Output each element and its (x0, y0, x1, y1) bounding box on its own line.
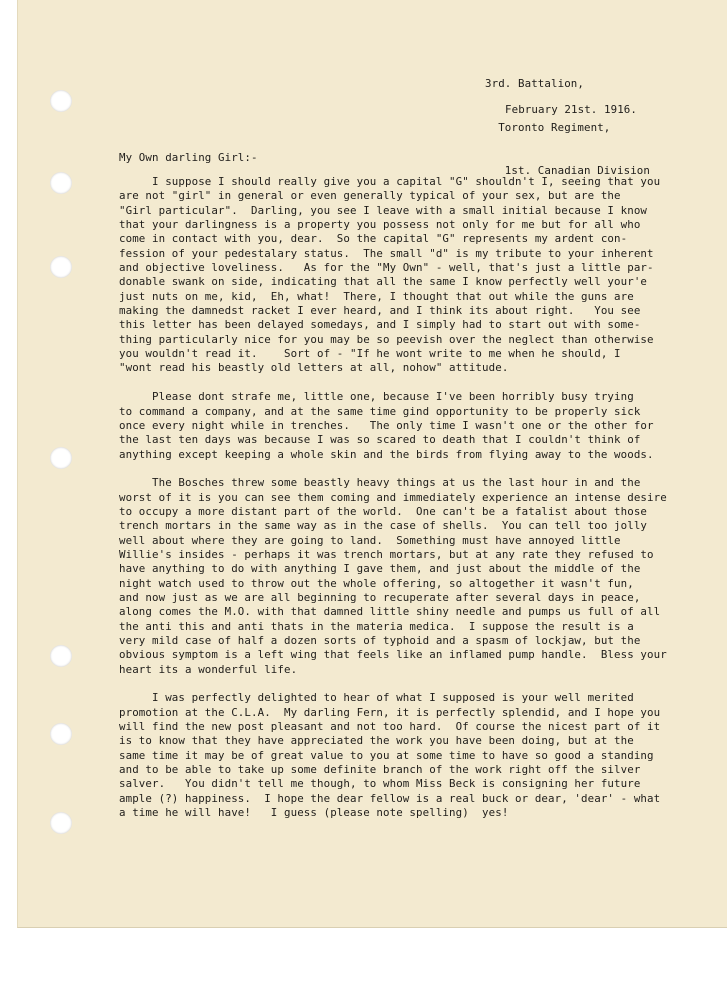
paragraph-line: I suppose I should really give you a capital "G" shouldn't I, seeing that you (119, 175, 661, 188)
paragraph-line: just nuts on me, kid, Eh, what! There, I thought that out while the guns are (119, 289, 634, 303)
paragraph-line: well about where they are going to land. Something must have annoyed little (119, 533, 621, 547)
punch-hole (50, 256, 72, 278)
paragraph-line: worst of it is you can see them coming and immediately experience an intense desire (119, 490, 667, 504)
punch-hole (50, 723, 72, 745)
letter-paragraph (119, 175, 667, 376)
paragraph-line: ample (?) happiness. I hope the dear fellow is a real buck or dear, 'dear' - what (119, 791, 661, 805)
punch-hole (50, 172, 72, 194)
letter-body (119, 175, 667, 835)
letter-paragraph (119, 691, 667, 820)
paragraph-line: have anything to do with anything I gave them, and just about the middle of the (119, 562, 641, 576)
paragraph-line: The Bosches threw some beastly heavy things at us the last hour in and the (119, 476, 641, 490)
paragraph-line: come in contact with you, dear. So the capital "G" represents my ardent con- (119, 232, 628, 246)
paragraph-line: will find the new post pleasant and not too hard. Of course the nicest part of it (119, 720, 661, 734)
paragraph-line: the anti this and anti thats in the materia medica. I suppose the result is a (119, 619, 634, 633)
paragraph-line: donable swank on side, indicating that all the same I know perfectly well your'e (119, 275, 648, 289)
paragraph-line: once every night while in trenches. The only time I wasn't one or the other for (119, 418, 654, 432)
paragraph-line: are not "girl" in general or even generally typical of your sex, but are the (119, 189, 621, 203)
paragraph-line: and to be able to take up some definite branch of the work right off the silver (119, 763, 641, 777)
paragraph-line: trench mortars in the same way as in the case of shells. You can tell too jolly (119, 519, 648, 533)
paragraph-line: Please dont strafe me, little one, because I've been horribly busy trying (119, 390, 634, 404)
paragraph-line: this letter has been delayed somedays, and I simply had to start out with some- (119, 318, 641, 332)
punch-hole (50, 447, 72, 469)
paragraph-line: very mild case of half a dozen sorts of typhoid and a spasm of lockjaw, but the (119, 634, 641, 647)
paragraph-line: making the damnedst racket I ever heard, and I think its about right. You see (119, 304, 641, 318)
paragraph-line: to occupy a more distant part of the world. One can't be a fatalist about those (119, 504, 648, 518)
address-line: Toronto Regiment, (485, 120, 611, 134)
paragraph-line: a time he will have! I guess (please note spelling) yes! (119, 806, 509, 820)
paragraph-line: and now just as we are all beginning to recuperate after several days in peace, (119, 590, 641, 604)
paragraph-line: along comes the M.O. with that damned little shiny needle and pumps us full of all (119, 605, 661, 619)
paragraph-line: promotion at the C.L.A. My darling Fern, it is perfectly splendid, and I hope you (119, 705, 661, 719)
paragraph-line: heart its a wonderful life. (119, 662, 298, 676)
paragraph-line: night watch used to throw out the whole offering, so altogether it wasn't fun, (119, 576, 634, 590)
address-line: 3rd. Battalion, (485, 77, 585, 90)
letter-date: February 21st. 1916. (505, 103, 638, 116)
paragraph-line: that your darlingness is a property you possess not only for me but for all who (119, 218, 641, 232)
salutation: My Own darling Girl:- (119, 151, 258, 164)
paragraph-line: to command a company, and at the same time gind opportunity to be properly sick (119, 404, 641, 418)
paragraph-line: "wont read his beastly old letters at all, nohow" attitude. (119, 361, 509, 375)
punch-hole (50, 645, 72, 667)
paragraph-line: Willie's insides - perhaps it was trench mortars, but at any rate they refused to (119, 547, 654, 561)
address-line: 1st. Canadian Division (485, 164, 651, 177)
paragraph-line: you wouldn't read it. Sort of - "If he wont write to me when he should, I (119, 347, 621, 361)
paragraph-line: fession of your pedestalary status. The small "d" is my tribute to your inherent (119, 246, 654, 260)
paragraph-line: obvious symptom is a left wing that feels like an inflamed pump handle. Bless your (119, 648, 667, 662)
letter-paragraph (119, 390, 667, 462)
paragraph-line: is to know that they have appreciated the work you have been doing, but at the (119, 734, 634, 748)
paragraph-line: anything except keeping a whole skin and the birds from flying away to the woods. (119, 447, 654, 461)
paragraph-line: "Girl particular". Darling, you see I leave with a small initial because I know (119, 203, 648, 217)
paragraph-line: thing particularly nice for you may be so peevish over the neglect than otherwise (119, 332, 654, 346)
paragraph-line: I was perfectly delighted to hear of what I supposed is your well merited (119, 691, 634, 705)
paragraph-line: and objective loveliness. As for the "My Own" - well, that's just a little par- (119, 261, 654, 275)
sender-address (485, 48, 650, 193)
punch-hole (50, 90, 72, 112)
letter-paragraph (119, 476, 667, 677)
paragraph-line: the last ten days was because I was so scared to death that I couldn't think of (119, 433, 641, 447)
paragraph-line: salver. You didn't tell me though, to whom Miss Beck is consigning her future (119, 777, 641, 791)
punch-hole (50, 812, 72, 834)
paragraph-line: same time it may be of great value to you at some time to have so good a standing (119, 748, 654, 762)
